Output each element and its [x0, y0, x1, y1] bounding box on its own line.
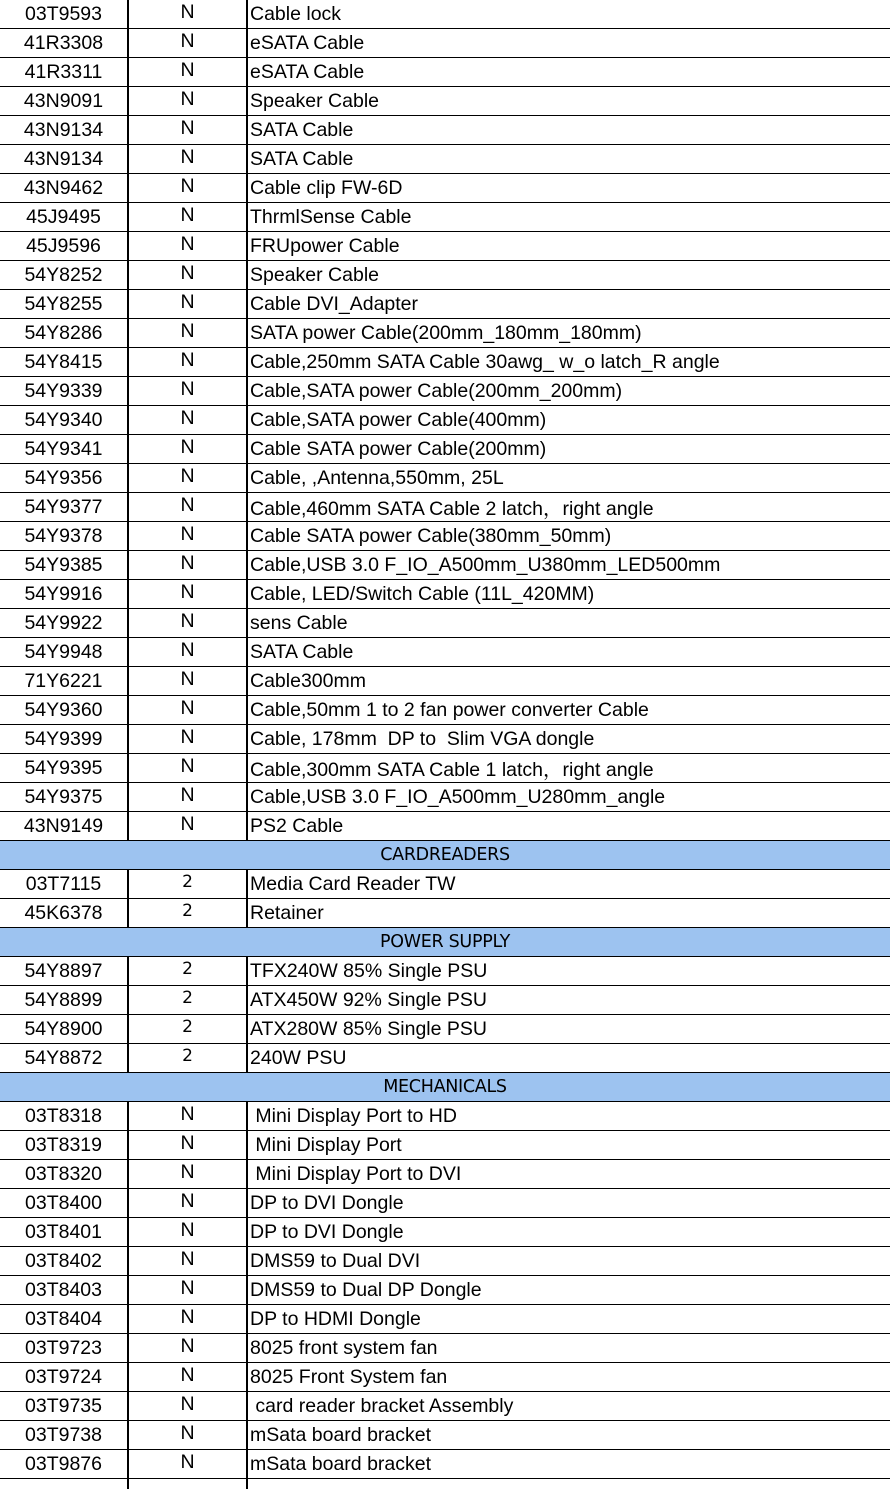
table-row[interactable]	[0, 493, 890, 522]
quantity-value: N	[180, 493, 195, 516]
table-row-partial	[0, 1479, 890, 1489]
description-cell[interactable]: Cable lock	[250, 2, 342, 25]
table-row[interactable]	[0, 725, 890, 754]
description-cell[interactable]: Mini Display Port to DVI	[250, 1162, 462, 1185]
quantity-value: N	[180, 1131, 195, 1154]
description-cell[interactable]: ThrmlSense Cable	[250, 205, 412, 228]
quantity-value: 2	[182, 959, 193, 979]
quantity-cell[interactable]	[129, 754, 248, 782]
description-cell[interactable]: mSata board bracket	[250, 1423, 432, 1446]
quantity-value: N	[180, 1450, 195, 1473]
table-row[interactable]	[0, 986, 890, 1015]
part-number-cell[interactable]: 54Y9375	[0, 783, 129, 811]
description-cell[interactable]: DMS59 to Dual DVI	[250, 1249, 421, 1272]
table-row[interactable]	[0, 290, 890, 319]
table-row[interactable]	[0, 377, 890, 406]
description-cell[interactable]: Cable,50mm 1 to 2 fan power converter Cable	[250, 698, 649, 721]
part-number-cell[interactable]: 54Y8252	[0, 261, 129, 289]
part-number-cell[interactable]: 03T9876	[0, 1450, 129, 1478]
table-row[interactable]	[0, 203, 890, 232]
quantity-cell[interactable]	[129, 1334, 248, 1362]
description-cell[interactable]: SATA Cable	[250, 118, 354, 141]
quantity-value: N	[180, 87, 195, 110]
quantity-cell[interactable]	[129, 812, 248, 840]
quantity-cell[interactable]	[129, 377, 248, 405]
quantity-value: N	[180, 1189, 195, 1212]
quantity-cell[interactable]	[129, 1363, 248, 1391]
quantity-cell[interactable]	[129, 1044, 248, 1072]
quantity-cell[interactable]	[129, 493, 248, 521]
table-row[interactable]	[0, 1276, 890, 1305]
table-row[interactable]	[0, 551, 890, 580]
description-cell[interactable]: Media Card Reader TW	[250, 872, 456, 895]
quantity-value: N	[180, 116, 195, 139]
table-row[interactable]	[0, 1160, 890, 1189]
part-number-cell[interactable]: 03T8403	[0, 1276, 129, 1304]
description-cell[interactable]: DP to DVI Dongle	[250, 1191, 404, 1214]
description-cell[interactable]: ATX280W 85% Single PSU	[250, 1017, 487, 1040]
quantity-value: N	[180, 638, 195, 661]
part-number-cell[interactable]: 54Y8255	[0, 290, 129, 318]
description-cell[interactable]: 8025 front system fan	[250, 1336, 438, 1359]
quantity-cell[interactable]	[129, 1015, 248, 1043]
quantity-cell[interactable]	[129, 1276, 248, 1304]
description-cell[interactable]: 240W PSU	[250, 1046, 347, 1069]
quantity-cell[interactable]	[129, 1247, 248, 1275]
quantity-cell[interactable]	[129, 145, 248, 173]
quantity-cell[interactable]	[129, 1102, 248, 1130]
description-cell[interactable]: Cable, 178mm DP to Slim VGA dongle	[250, 727, 595, 750]
quantity-value: 2	[182, 1046, 193, 1066]
table-row[interactable]	[0, 870, 890, 899]
quantity-value: N	[180, 696, 195, 719]
quantity-cell[interactable]	[129, 1218, 248, 1246]
quantity-value: N	[180, 754, 195, 777]
description-cell[interactable]: card reader bracket Assembly	[250, 1394, 514, 1417]
section-header: MECHANICALS	[0, 1073, 890, 1102]
quantity-cell[interactable]	[129, 87, 248, 115]
quantity-value: 2	[182, 901, 193, 921]
description-cell[interactable]: Cable clip FW-6D	[250, 176, 403, 199]
table-row[interactable]	[0, 145, 890, 174]
quantity-value: N	[180, 58, 195, 81]
quantity-cell[interactable]	[129, 174, 248, 202]
quantity-value: N	[180, 1247, 195, 1270]
table-row[interactable]	[0, 319, 890, 348]
part-number-cell[interactable]: 54Y8286	[0, 319, 129, 347]
quantity-cell[interactable]	[129, 1305, 248, 1333]
quantity-cell	[129, 1479, 248, 1489]
quantity-value: N	[180, 783, 195, 806]
quantity-value: N	[180, 609, 195, 632]
part-number-cell[interactable]: 54Y8900	[0, 1015, 129, 1043]
description-cell[interactable]: Cable,SATA power Cable(200mm_200mm)	[250, 379, 623, 402]
quantity-value: N	[180, 261, 195, 284]
quantity-value: N	[180, 348, 195, 371]
part-number-cell[interactable]: 54Y9341	[0, 435, 129, 463]
description-cell[interactable]: Mini Display Port to HD	[250, 1104, 457, 1127]
quantity-cell[interactable]	[129, 725, 248, 753]
table-row[interactable]	[0, 609, 890, 638]
quantity-value: N	[180, 203, 195, 226]
description-cell[interactable]: Mini Display Port	[250, 1133, 402, 1156]
section-header: POWER SUPPLY	[0, 928, 890, 957]
description-cell[interactable]: Cable300mm	[250, 669, 366, 692]
quantity-value: N	[180, 580, 195, 603]
quantity-value: N	[180, 522, 195, 545]
description-cell[interactable]: SATA Cable	[250, 147, 354, 170]
description-cell[interactable]: SATA Cable	[250, 640, 354, 663]
part-number-cell[interactable]: 54Y9378	[0, 522, 129, 550]
description-cell[interactable]: Cable SATA power Cable(380mm_50mm)	[250, 524, 612, 547]
part-number-cell[interactable]: 54Y9360	[0, 696, 129, 724]
description-cell[interactable]: Cable, LED/Switch Cable (11L_420MM)	[250, 582, 595, 605]
part-number-cell[interactable]: 03T9735	[0, 1392, 129, 1420]
table-row[interactable]	[0, 29, 890, 58]
table-row[interactable]	[0, 1363, 890, 1392]
table-row[interactable]	[0, 580, 890, 609]
description-cell[interactable]: Speaker Cable	[250, 263, 379, 286]
part-number-cell[interactable]: 54Y9395	[0, 754, 129, 782]
part-number-cell[interactable]: 03T7115	[0, 870, 129, 898]
description-cell[interactable]: Cable SATA power Cable(200mm)	[250, 437, 547, 460]
part-number-cell[interactable]: 43N9134	[0, 116, 129, 144]
description-cell[interactable]: Speaker Cable	[250, 89, 379, 112]
quantity-value: N	[180, 377, 195, 400]
quantity-value: N	[180, 1305, 195, 1328]
part-number-cell[interactable]: 54Y8897	[0, 957, 129, 985]
part-number-cell[interactable]: 54Y9356	[0, 464, 129, 492]
quantity-cell[interactable]	[129, 667, 248, 695]
part-number-cell[interactable]: 41R3311	[0, 58, 129, 86]
quantity-cell[interactable]	[129, 58, 248, 86]
table-row[interactable]	[0, 522, 890, 551]
quantity-cell[interactable]	[129, 609, 248, 637]
part-number-cell[interactable]: 03T8320	[0, 1160, 129, 1188]
quantity-cell[interactable]	[129, 116, 248, 144]
quantity-cell[interactable]	[129, 435, 248, 463]
part-number-cell[interactable]: 03T8318	[0, 1102, 129, 1130]
quantity-cell[interactable]	[129, 0, 248, 28]
table-row[interactable]	[0, 1392, 890, 1421]
table-row[interactable]	[0, 116, 890, 145]
quantity-value: N	[180, 174, 195, 197]
part-number-cell[interactable]: 54Y9340	[0, 406, 129, 434]
table-row[interactable]	[0, 696, 890, 725]
quantity-cell[interactable]	[129, 29, 248, 57]
table-row[interactable]	[0, 1218, 890, 1247]
quantity-value: N	[180, 812, 195, 835]
quantity-cell[interactable]	[129, 551, 248, 579]
quantity-cell[interactable]	[129, 870, 248, 898]
quantity-value: N	[180, 435, 195, 458]
table-row[interactable]	[0, 1015, 890, 1044]
part-number-cell[interactable]: 54Y9916	[0, 580, 129, 608]
description-cell[interactable]: Cable,250mm SATA Cable 30awg_ w_o latch_R angle	[250, 350, 720, 373]
description-cell[interactable]: Cable DVI_Adapter	[250, 292, 419, 315]
quantity-cell[interactable]	[129, 348, 248, 376]
table-row[interactable]	[0, 1305, 890, 1334]
quantity-cell[interactable]	[129, 464, 248, 492]
quantity-cell[interactable]	[129, 783, 248, 811]
description-cell[interactable]: TFX240W 85% Single PSU	[250, 959, 488, 982]
quantity-cell[interactable]	[129, 1450, 248, 1478]
part-number-cell[interactable]: 71Y6221	[0, 667, 129, 695]
table-row[interactable]	[0, 232, 890, 261]
quantity-cell[interactable]	[129, 696, 248, 724]
quantity-cell[interactable]	[129, 319, 248, 347]
quantity-cell[interactable]	[129, 1131, 248, 1159]
part-number-cell[interactable]: 03T9593	[0, 0, 129, 28]
quantity-value: N	[180, 1363, 195, 1386]
part-number-cell[interactable]: 54Y9922	[0, 609, 129, 637]
quantity-value: N	[180, 725, 195, 748]
quantity-value: N	[180, 29, 195, 52]
table-row[interactable]	[0, 1421, 890, 1450]
table-row[interactable]	[0, 1334, 890, 1363]
quantity-cell[interactable]	[129, 261, 248, 289]
quantity-value: N	[180, 464, 195, 487]
quantity-value: N	[180, 1160, 195, 1183]
quantity-value: N	[180, 551, 195, 574]
description-cell[interactable]: Retainer	[250, 901, 324, 924]
part-number-cell[interactable]: 54Y9385	[0, 551, 129, 579]
part-number-cell[interactable]: 03T8401	[0, 1218, 129, 1246]
table-row[interactable]	[0, 1044, 890, 1073]
quantity-cell[interactable]	[129, 1189, 248, 1217]
quantity-value: N	[180, 1276, 195, 1299]
part-number-cell[interactable]: 54Y9377	[0, 493, 129, 521]
description-cell[interactable]: mSata board bracket	[250, 1452, 432, 1475]
part-number-cell[interactable]: 54Y9399	[0, 725, 129, 753]
table-row[interactable]	[0, 435, 890, 464]
table-row[interactable]	[0, 174, 890, 203]
description-cell[interactable]: 8025 Front System fan	[250, 1365, 448, 1388]
table-row[interactable]	[0, 464, 890, 493]
table-row[interactable]	[0, 667, 890, 696]
table-row[interactable]	[0, 1450, 890, 1479]
description-cell[interactable]: ATX450W 92% Single PSU	[250, 988, 487, 1011]
quantity-value: N	[180, 145, 195, 168]
quantity-value: N	[180, 1102, 195, 1125]
part-number-cell[interactable]: 43N9091	[0, 87, 129, 115]
description-cell[interactable]: PS2 Cable	[250, 814, 344, 837]
part-number-cell[interactable]: 45J9596	[0, 232, 129, 260]
part-number-cell[interactable]: 03T8400	[0, 1189, 129, 1217]
quantity-cell[interactable]	[129, 1421, 248, 1449]
quantity-cell[interactable]	[129, 203, 248, 231]
table-row[interactable]	[0, 406, 890, 435]
quantity-cell[interactable]	[129, 406, 248, 434]
quantity-value: 2	[182, 872, 193, 892]
description-cell[interactable]: eSATA Cable	[250, 60, 365, 83]
description-cell[interactable]: DP to HDMI Dongle	[250, 1307, 421, 1330]
description-cell[interactable]: Cable, ,Antenna,550mm, 25L	[250, 466, 504, 489]
quantity-cell[interactable]	[129, 232, 248, 260]
quantity-value: N	[180, 667, 195, 690]
quantity-cell[interactable]	[129, 899, 248, 927]
description-cell[interactable]: DMS59 to Dual DP Dongle	[250, 1278, 482, 1301]
table-row[interactable]	[0, 261, 890, 290]
part-number-cell[interactable]: 03T8319	[0, 1131, 129, 1159]
table-row[interactable]	[0, 638, 890, 667]
quantity-value: N	[180, 1421, 195, 1444]
quantity-value: N	[180, 1392, 195, 1415]
table-row[interactable]	[0, 0, 890, 29]
table-row[interactable]	[0, 783, 890, 812]
description-cell[interactable]: Cable,USB 3.0 F_IO_A500mm_U380mm_LED500mm	[250, 553, 721, 576]
quantity-value: N	[180, 1334, 195, 1357]
quantity-cell[interactable]	[129, 522, 248, 550]
part-number-cell[interactable]: 03T9724	[0, 1363, 129, 1391]
quantity-value: N	[180, 232, 195, 255]
part-number-cell[interactable]: 43N9462	[0, 174, 129, 202]
part-number-cell[interactable]: 03T8402	[0, 1247, 129, 1275]
description-cell[interactable]: Cable,SATA power Cable(400mm)	[250, 408, 547, 431]
description-cell[interactable]: eSATA Cable	[250, 31, 365, 54]
description-cell[interactable]: SATA power Cable(200mm_180mm_180mm)	[250, 321, 642, 344]
quantity-cell[interactable]	[129, 580, 248, 608]
quantity-cell[interactable]	[129, 638, 248, 666]
table-row[interactable]	[0, 957, 890, 986]
part-number-cell[interactable]: 54Y8899	[0, 986, 129, 1014]
quantity-value: 2	[182, 988, 193, 1008]
description-cell[interactable]: DP to DVI Dongle	[250, 1220, 404, 1243]
table-row[interactable]	[0, 812, 890, 841]
part-number-cell	[0, 1479, 129, 1489]
quantity-value: N	[180, 406, 195, 429]
part-number-cell[interactable]: 45J9495	[0, 203, 129, 231]
section-header: CARDREADERS	[0, 841, 890, 870]
table-row[interactable]	[0, 899, 890, 928]
description-cell[interactable]: Cable,300mm SATA Cable 1 latch，right angle	[250, 759, 654, 781]
table-row[interactable]	[0, 754, 890, 783]
quantity-value: N	[180, 290, 195, 313]
part-number-cell[interactable]: 03T9723	[0, 1334, 129, 1362]
part-number-cell[interactable]: 45K6378	[0, 899, 129, 927]
table-row[interactable]	[0, 1189, 890, 1218]
part-number-cell[interactable]: 41R3308	[0, 29, 129, 57]
part-number-cell[interactable]: 03T8404	[0, 1305, 129, 1333]
description-cell[interactable]: Cable,USB 3.0 F_IO_A500mm_U280mm_angle	[250, 785, 666, 808]
quantity-value: N	[180, 0, 195, 23]
quantity-cell[interactable]	[129, 957, 248, 985]
quantity-value: N	[180, 1218, 195, 1241]
table-row[interactable]	[0, 58, 890, 87]
part-number-cell[interactable]: 43N9134	[0, 145, 129, 173]
part-number-cell[interactable]: 54Y8415	[0, 348, 129, 376]
part-number-cell[interactable]: 43N9149	[0, 812, 129, 840]
part-number-cell[interactable]: 54Y9948	[0, 638, 129, 666]
description-cell[interactable]: sens Cable	[250, 611, 348, 634]
table-row[interactable]	[0, 87, 890, 116]
part-number-cell[interactable]: 03T9738	[0, 1421, 129, 1449]
quantity-value: 2	[182, 1017, 193, 1037]
description-cell[interactable]: Cable,460mm SATA Cable 2 latch，right angle	[250, 498, 654, 520]
part-number-cell[interactable]: 54Y9339	[0, 377, 129, 405]
quantity-cell[interactable]	[129, 1392, 248, 1420]
quantity-cell[interactable]	[129, 986, 248, 1014]
table-row[interactable]	[0, 348, 890, 377]
table-row[interactable]	[0, 1102, 890, 1131]
description-cell[interactable]: FRUpower Cable	[250, 234, 400, 257]
quantity-cell[interactable]	[129, 290, 248, 318]
part-number-cell[interactable]: 54Y8872	[0, 1044, 129, 1072]
quantity-value: N	[180, 319, 195, 342]
quantity-cell[interactable]	[129, 1160, 248, 1188]
table-row[interactable]	[0, 1131, 890, 1160]
table-row[interactable]	[0, 1247, 890, 1276]
